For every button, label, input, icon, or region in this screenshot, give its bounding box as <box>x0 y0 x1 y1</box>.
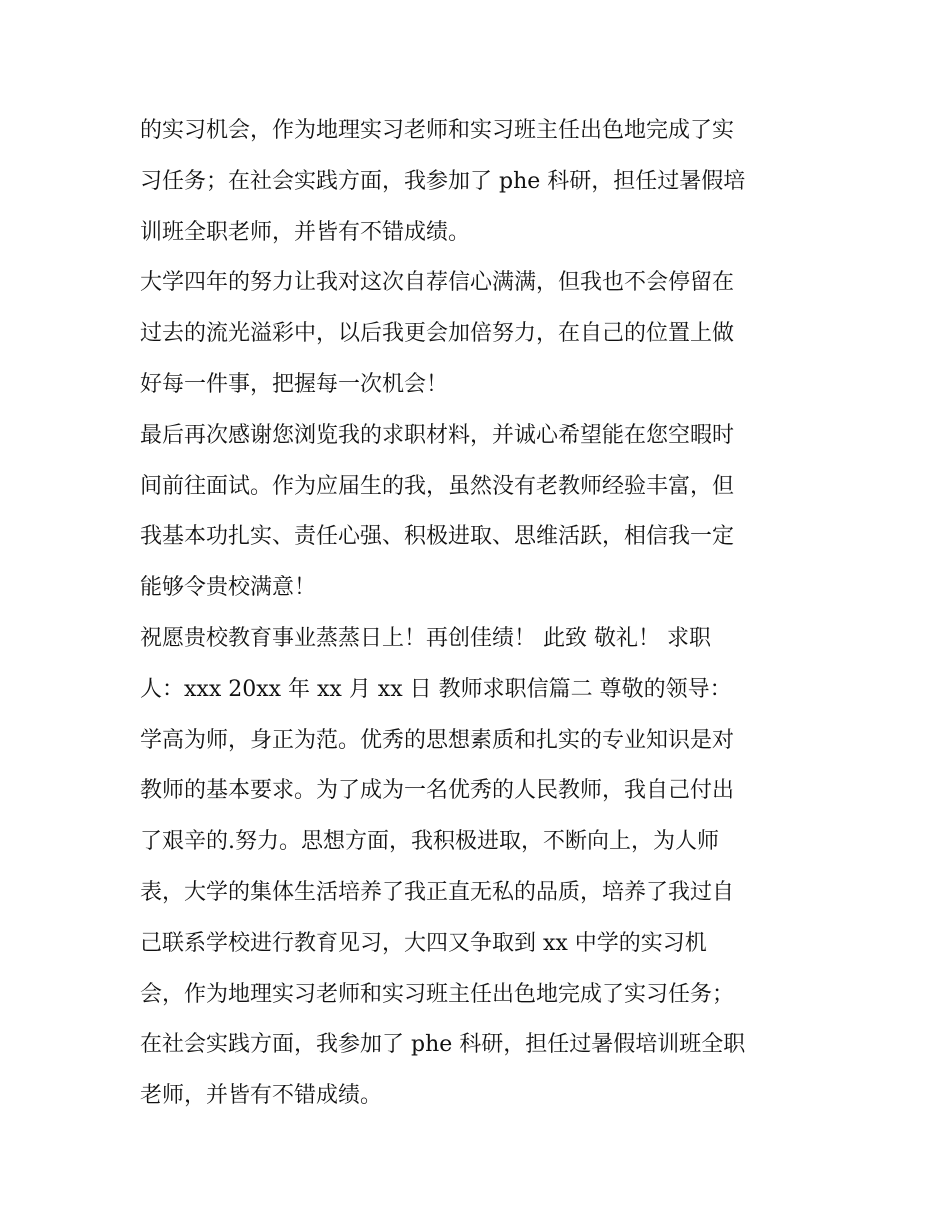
text-line-6: 好每一件事，把握每一次机会！ <box>140 371 449 397</box>
text-line-9: 我基本功扎实、责任心强、积极进取、思维活跃，相信我一定 <box>140 524 735 550</box>
text-line-2: 习任务；在社会实践方面，我参加了 phe 科研，担任过暑假培 <box>140 168 746 194</box>
text-line-4: 大学四年的努力让我对这次自荐信心满满，但我也不会停留在 <box>140 270 735 296</box>
text-line-18: 会，作为地理实习老师和实习班主任出色地完成了实习任务； <box>140 981 735 1007</box>
text-line-16: 表，大学的集体生活培养了我正直无私的品质，培养了我过自 <box>140 879 735 905</box>
text-line-13: 学高为师，身正为范。优秀的思想素质和扎实的专业知识是对 <box>140 727 735 753</box>
text-line-14: 教师的基本要求。为了成为一名优秀的人民教师，我自己付出 <box>140 778 735 804</box>
text-line-20: 老师，并皆有不错成绩。 <box>140 1083 383 1109</box>
text-line-8: 间前往面试。作为应届生的我，虽然没有老教师经验丰富，但 <box>140 473 735 499</box>
text-line-15: 了艰辛的.努力。思想方面，我积极进取，不断向上，为人师 <box>140 829 719 855</box>
text-line-12: 人：xxx 20xx 年 xx 月 xx 日 教师求职信篇二 尊敬的领导： <box>140 676 732 702</box>
text-line-19: 在社会实践方面，我参加了 phe 科研，担任过暑假培训班全职 <box>140 1032 746 1058</box>
document-body <box>140 106 820 1122</box>
text-line-7: 最后再次感谢您浏览我的求职材料，并诚心希望能在您空暇时 <box>140 422 735 448</box>
text-line-5: 过去的流光溢彩中，以后我更会加倍努力，在自己的位置上做 <box>140 321 735 347</box>
text-line-1: 的实习机会，作为地理实习老师和实习班主任出色地完成了实 <box>140 118 735 143</box>
text-line-3: 训班全职老师，并皆有不错成绩。 <box>140 219 471 245</box>
text-line-17: 己联系学校进行教育见习，大四又争取到 xx 中学的实习机 <box>140 930 707 956</box>
text-line-11: 祝愿贵校教育事业蒸蒸日上！再创佳绩！ 此致 敬礼！ 求职 <box>140 625 711 651</box>
text-line-10: 能够令贵校满意！ <box>140 575 317 601</box>
